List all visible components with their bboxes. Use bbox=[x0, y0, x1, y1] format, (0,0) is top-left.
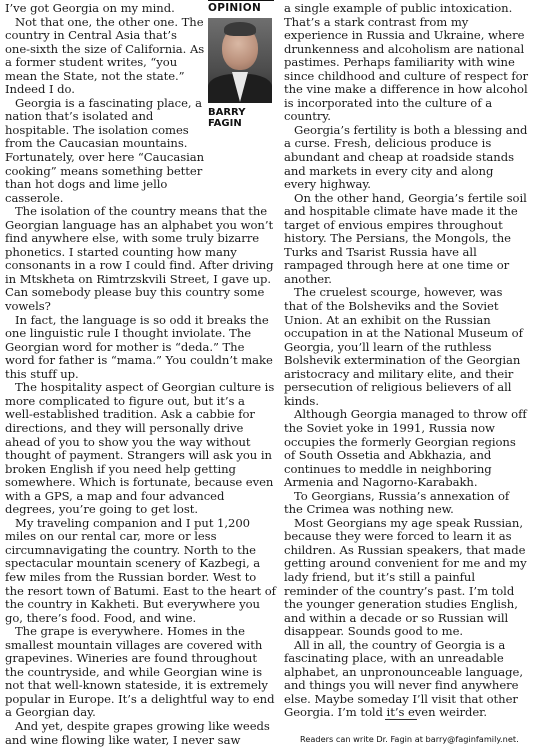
paragraph: All in all, the country of Georgia is a fascinating place, with an unreadable alphabet, an unpronounceable language, and things you will never find anywhere else. Maybe someday I’ll visit that other Georgia. I’m told it’s even weirder. bbox=[284, 637, 523, 720]
author-last-name: FAGIN bbox=[208, 118, 242, 129]
author-first-name: BARRY bbox=[208, 107, 246, 118]
paragraph: The isolation of the country means that the Georgian language has an alphabet you won’t find anywhere else, with some truly bizarre phonetics. I started counting how many consonants in a row I could find. After driving in Mtskheta on Rimtrzskvili Street, I gave up. Can somebody please buy this country some vowels? bbox=[5, 204, 274, 314]
paragraph: Most Georgians my age speak Russian, because they were forced to learn it as children. As Russian speakers, that made getting around convenient for me and my lady friend, but it’s still a painful reminder of the country’s past. I’m told the younger generation studies English, and within a decade or so Russian will disappear. Sounds good to me. bbox=[284, 515, 527, 639]
section-label: OPINION bbox=[208, 0, 274, 14]
paragraph: I’ve got Georgia on my mind. bbox=[5, 1, 175, 15]
paragraph: Georgia’s fertility is both a blessing and a curse. Fresh, delicious produce is abundant and cheap at roadside stands and markets in every city and along every highway. bbox=[284, 122, 528, 192]
right-text-column bbox=[284, 2, 528, 720]
paragraph: And yet, despite grapes growing like weeds and wine flowing like water, I never saw bbox=[5, 718, 270, 747]
paragraph: Georgia is a fascinating place, a nation that’s isolated and hospitable. The isolation comes from the Caucasian mountains. Fortunately, over here “Caucasian cooking” means something better than hot dogs and lime jello casserole. bbox=[5, 95, 205, 205]
end-divider bbox=[385, 719, 417, 720]
paragraph: On the other hand, Georgia’s fertile soil and hospitable climate have made it the target of envious empires throughout history. The Persians, the Mongols, the Turks and Tsarist Russia have all rampaged through here at one time or another. bbox=[284, 190, 527, 286]
byline-box bbox=[208, 0, 278, 162]
paragraph: The grape is everywhere. Homes in the smallest mountain villages are covered with grapevines. Wineries are found throughout the countryside, and while Georgian wine is not that well-known stateside, it is extremely popular in Europe. It’s a delightful way to end a Georgian day. bbox=[5, 624, 275, 720]
paragraph: The cruelest scourge, however, was that of the Bolsheviks and the Soviet Union. At an exhibit on the Russian occupation in at the National Museum of Georgia, you’ll learn of the ruthless Bolshevik extermination of the Georgian aristocracy and military elite, and their persecution of religious believers of all kinds. bbox=[284, 285, 523, 408]
paragraph: The hospitality aspect of Georgian culture is more complicated to figure out, but it’s a well-established tradition. Ask a cabbie for directions, and they will personally drive ahead of you to show you the way without thought of payment. Strangers will ask you in broken English if you need help getting somewhere. Which is fortunate, because even with a GPS, a map and four advanced degrees, you’re going to get lost. bbox=[5, 380, 275, 517]
author-contact-tagline: Readers can write Dr. Fagin at barry@faginfamily.net. bbox=[300, 734, 519, 744]
paragraph: a single example of public intoxication. That’s a stark contrast from my experience in Russia and Ukraine, where drunkenness and alcoholism are national pastimes. Perhaps familiarity with wine since childhood and culture of respect for the vine make a difference in how alcohol is incorporated into the culture of a country. bbox=[284, 1, 529, 124]
author-name bbox=[208, 107, 278, 129]
paragraph: Although Georgia managed to throw off the Soviet yoke in 1991, Russia now occupies the formerly Georgian regions of South Ossetia and Abkhazia, and continues to meddle in neighboring Armenia and Nagorno-Karabakh. bbox=[284, 407, 527, 490]
paragraph: My traveling companion and I put 1,200 miles on our rental car, more or less circumnavigating the country. North to the spectacular mountain scenery of Kazbegi, a few miles from the Russian border. West to the resort town of Batumi. East to the heart of the country in Kakheti. But everywhere you go, there’s food. Food, and wine. bbox=[5, 515, 276, 625]
paragraph: To Georgians, Russia’s annexation of the Crimea was nothing new. bbox=[284, 488, 510, 517]
paragraph: In fact, the language is so odd it breaks the one linguistic rule I thought inviolate. The Georgian word for mother is “deda.” The word for father is “mama.” You couldn’t make this stuff up. bbox=[5, 312, 273, 381]
paragraph: Not that one, the other one. The country in Central Asia that’s one-sixth the size of California. As a former student writes, “you mean the State, not the state.” Indeed I do. bbox=[5, 14, 205, 97]
author-portrait bbox=[208, 18, 272, 103]
